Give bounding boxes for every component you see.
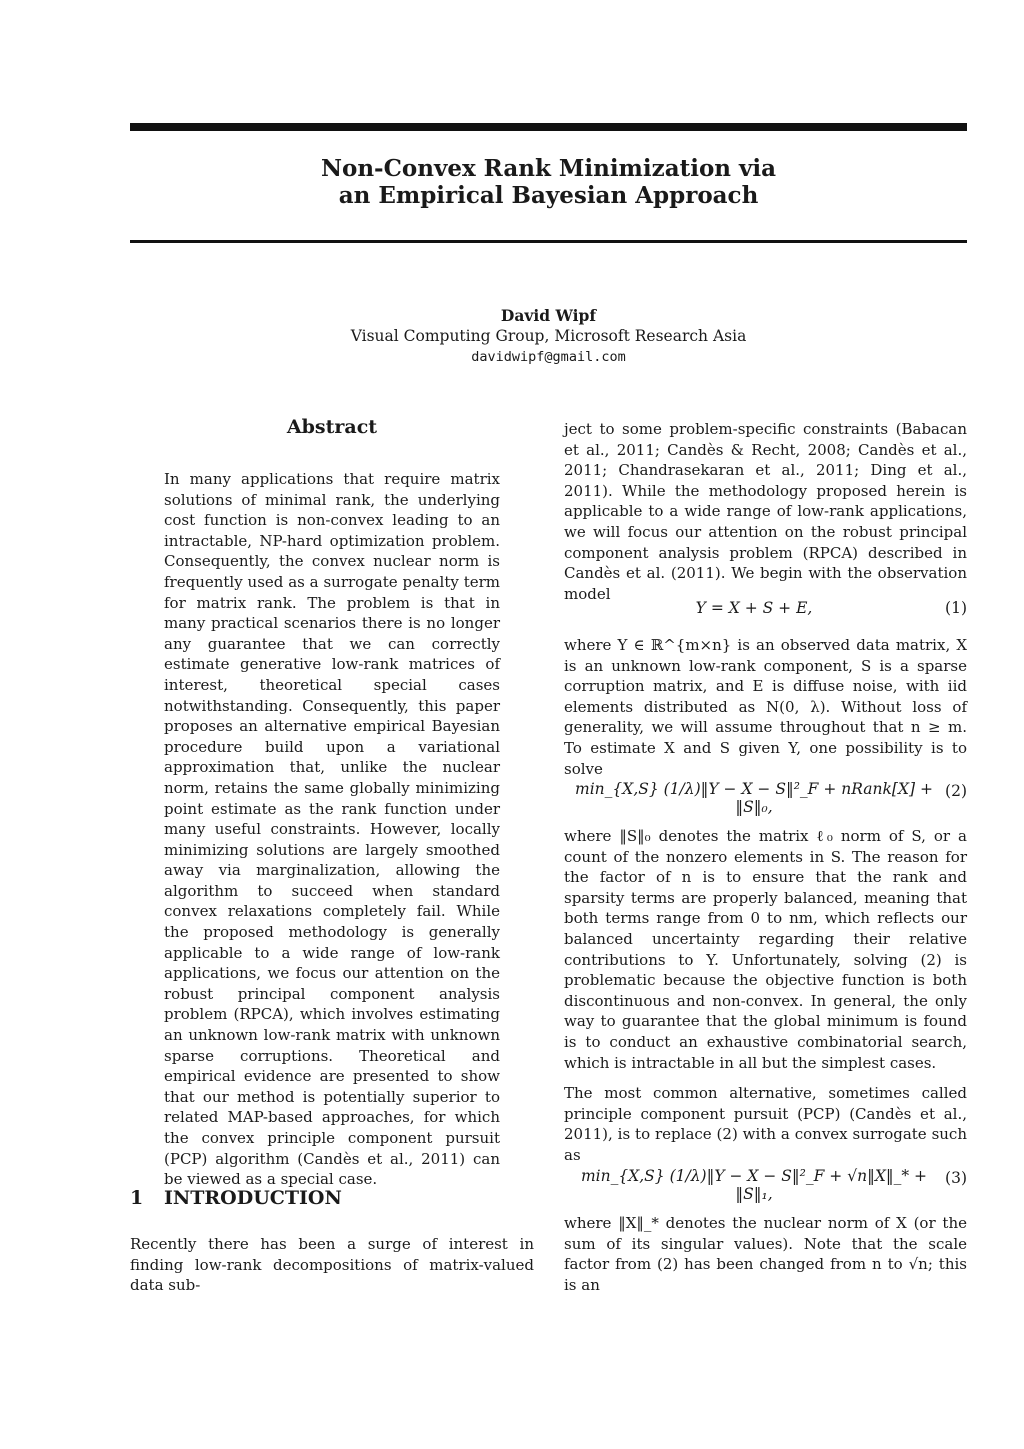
section-title: INTRODUCTION (164, 1187, 342, 1209)
abstract-heading: Abstract (286, 416, 378, 438)
equation-1-expression: Y = X + S + E, (695, 599, 813, 617)
paper-title (130, 155, 967, 209)
equation-1 (564, 599, 967, 621)
equation-2 (564, 772, 967, 814)
title-line-2: an Empirical Bayesian Approach (338, 182, 759, 209)
abstract-body: In many applications that require matrix solutions of minimal rank, the underlying cost function is non-convex leading to an intractable, NP-hard optimization problem. Consequently, the convex nuclear norm is frequently used as a surrogate penalty term for matrix rank. The problem is that in many practical scenarios there is no longer any guarantee that we can correctly estimate generative low-rank matrices of interest, theoretical special cases notwithstanding. Consequently, this paper proposes an alternative empirical Bayesian procedure build upon a variational approximation that, unlike the nuclear norm, retains the same globally minimizing point estimate as the rank function under many useful constraints. However, locally minimizing solutions are largely smoothed away via marginalization, allowing the algorithm to succeed when standard convex relaxations completely fail. While the proposed methodology is generally applicable to a wide range of low-rank applications, we focus our attention on the robust principal component analysis problem (RPCA), which involves estimating an unknown low-rank matrix with unknown sparse corruptions. Theoretical and empirical evidence are presented to show that our method is potentially superior to related MAP-based approaches, for which the convex principle component pursuit (PCP) algorithm (Candès et al., 2011) can be viewed as a special case. (164, 470, 500, 1189)
right-paragraph-4: The most common alternative, sometimes called principle component pursuit (PCP) (Candès et al., 2011), is to replace (2) with a convex surrogate such as (564, 1084, 967, 1164)
equation-1-number: (1) (945, 599, 967, 617)
top-rule (130, 123, 967, 131)
equation-2-expression: min_{X,S} (1/λ)‖Y − X − S‖²_F + nRank[X] + ‖S‖₀, (575, 780, 933, 816)
section-number: 1 (130, 1187, 144, 1209)
author-name: David Wipf (500, 306, 597, 325)
intro-paragraph: Recently there has been a surge of interest in finding low-rank decompositions of matrix-valued data sub- (130, 1235, 534, 1295)
author-block (130, 305, 967, 368)
equation-3-expression: min_{X,S} (1/λ)‖Y − X − S‖²_F + √n‖X‖_* + ‖S‖₁, (580, 1167, 928, 1203)
right-paragraph-2: where Y ∈ ℝ^{m×n} is an observed data matrix, X is an unknown low-rank component, S is a sparse corruption matrix, and E is diffuse noise, with iid elements distributed as N(0, λ). Without loss of generality, we will assume throughout that n ≥ m. To estimate X and S given Y, one possibility is to solve (564, 636, 967, 778)
right-paragraph-1: ject to some problem-specific constraints (Babacan et al., 2011; Candès & Recht, 2008; Candès et al., 2011; Chandrasekaran et al., 2011; Ding et al., 2011). While the methodology proposed herein is applicable to a wide range of low-rank applications, we will focus our attention on the robust principal component analysis problem (RPCA) described in Candès et al. (2011). We begin with the observation model (564, 420, 967, 603)
equation-3-number: (3) (945, 1169, 967, 1187)
title-line-1: Non-Convex Rank Minimization via (320, 155, 777, 182)
section-heading-introduction (130, 1187, 534, 1209)
equation-2-number: (2) (945, 782, 967, 800)
right-paragraph-3: where ‖S‖₀ denotes the matrix ℓ₀ norm of S, or a count of the nonzero elements in S. The reason for the factor of n is to ensure that the rank and sparsity terms are properly balanced, meaning that both terms range from 0 to nm, which reflects our balanced uncertainty regarding their relative contributions to Y. Unfortunately, solving (2) is problematic because the objective function is both discontinuous and non-convex. In general, the only way to guarantee that the global minimum is found is to conduct an exhaustive combinatorial search, which is intractable in all but the simplest cases. (564, 827, 967, 1072)
bottom-rule (130, 240, 967, 243)
author-affiliation: Visual Computing Group, Microsoft Research Asia (350, 327, 747, 345)
right-paragraph-5: where ‖X‖_* denotes the nuclear norm of X (or the sum of its singular values). Note that the scale factor from (2) has been changed from n to √n; this is an (564, 1214, 967, 1294)
author-email[interactable]: davidwipf@gmail.com (471, 349, 626, 365)
equation-3 (564, 1159, 967, 1201)
